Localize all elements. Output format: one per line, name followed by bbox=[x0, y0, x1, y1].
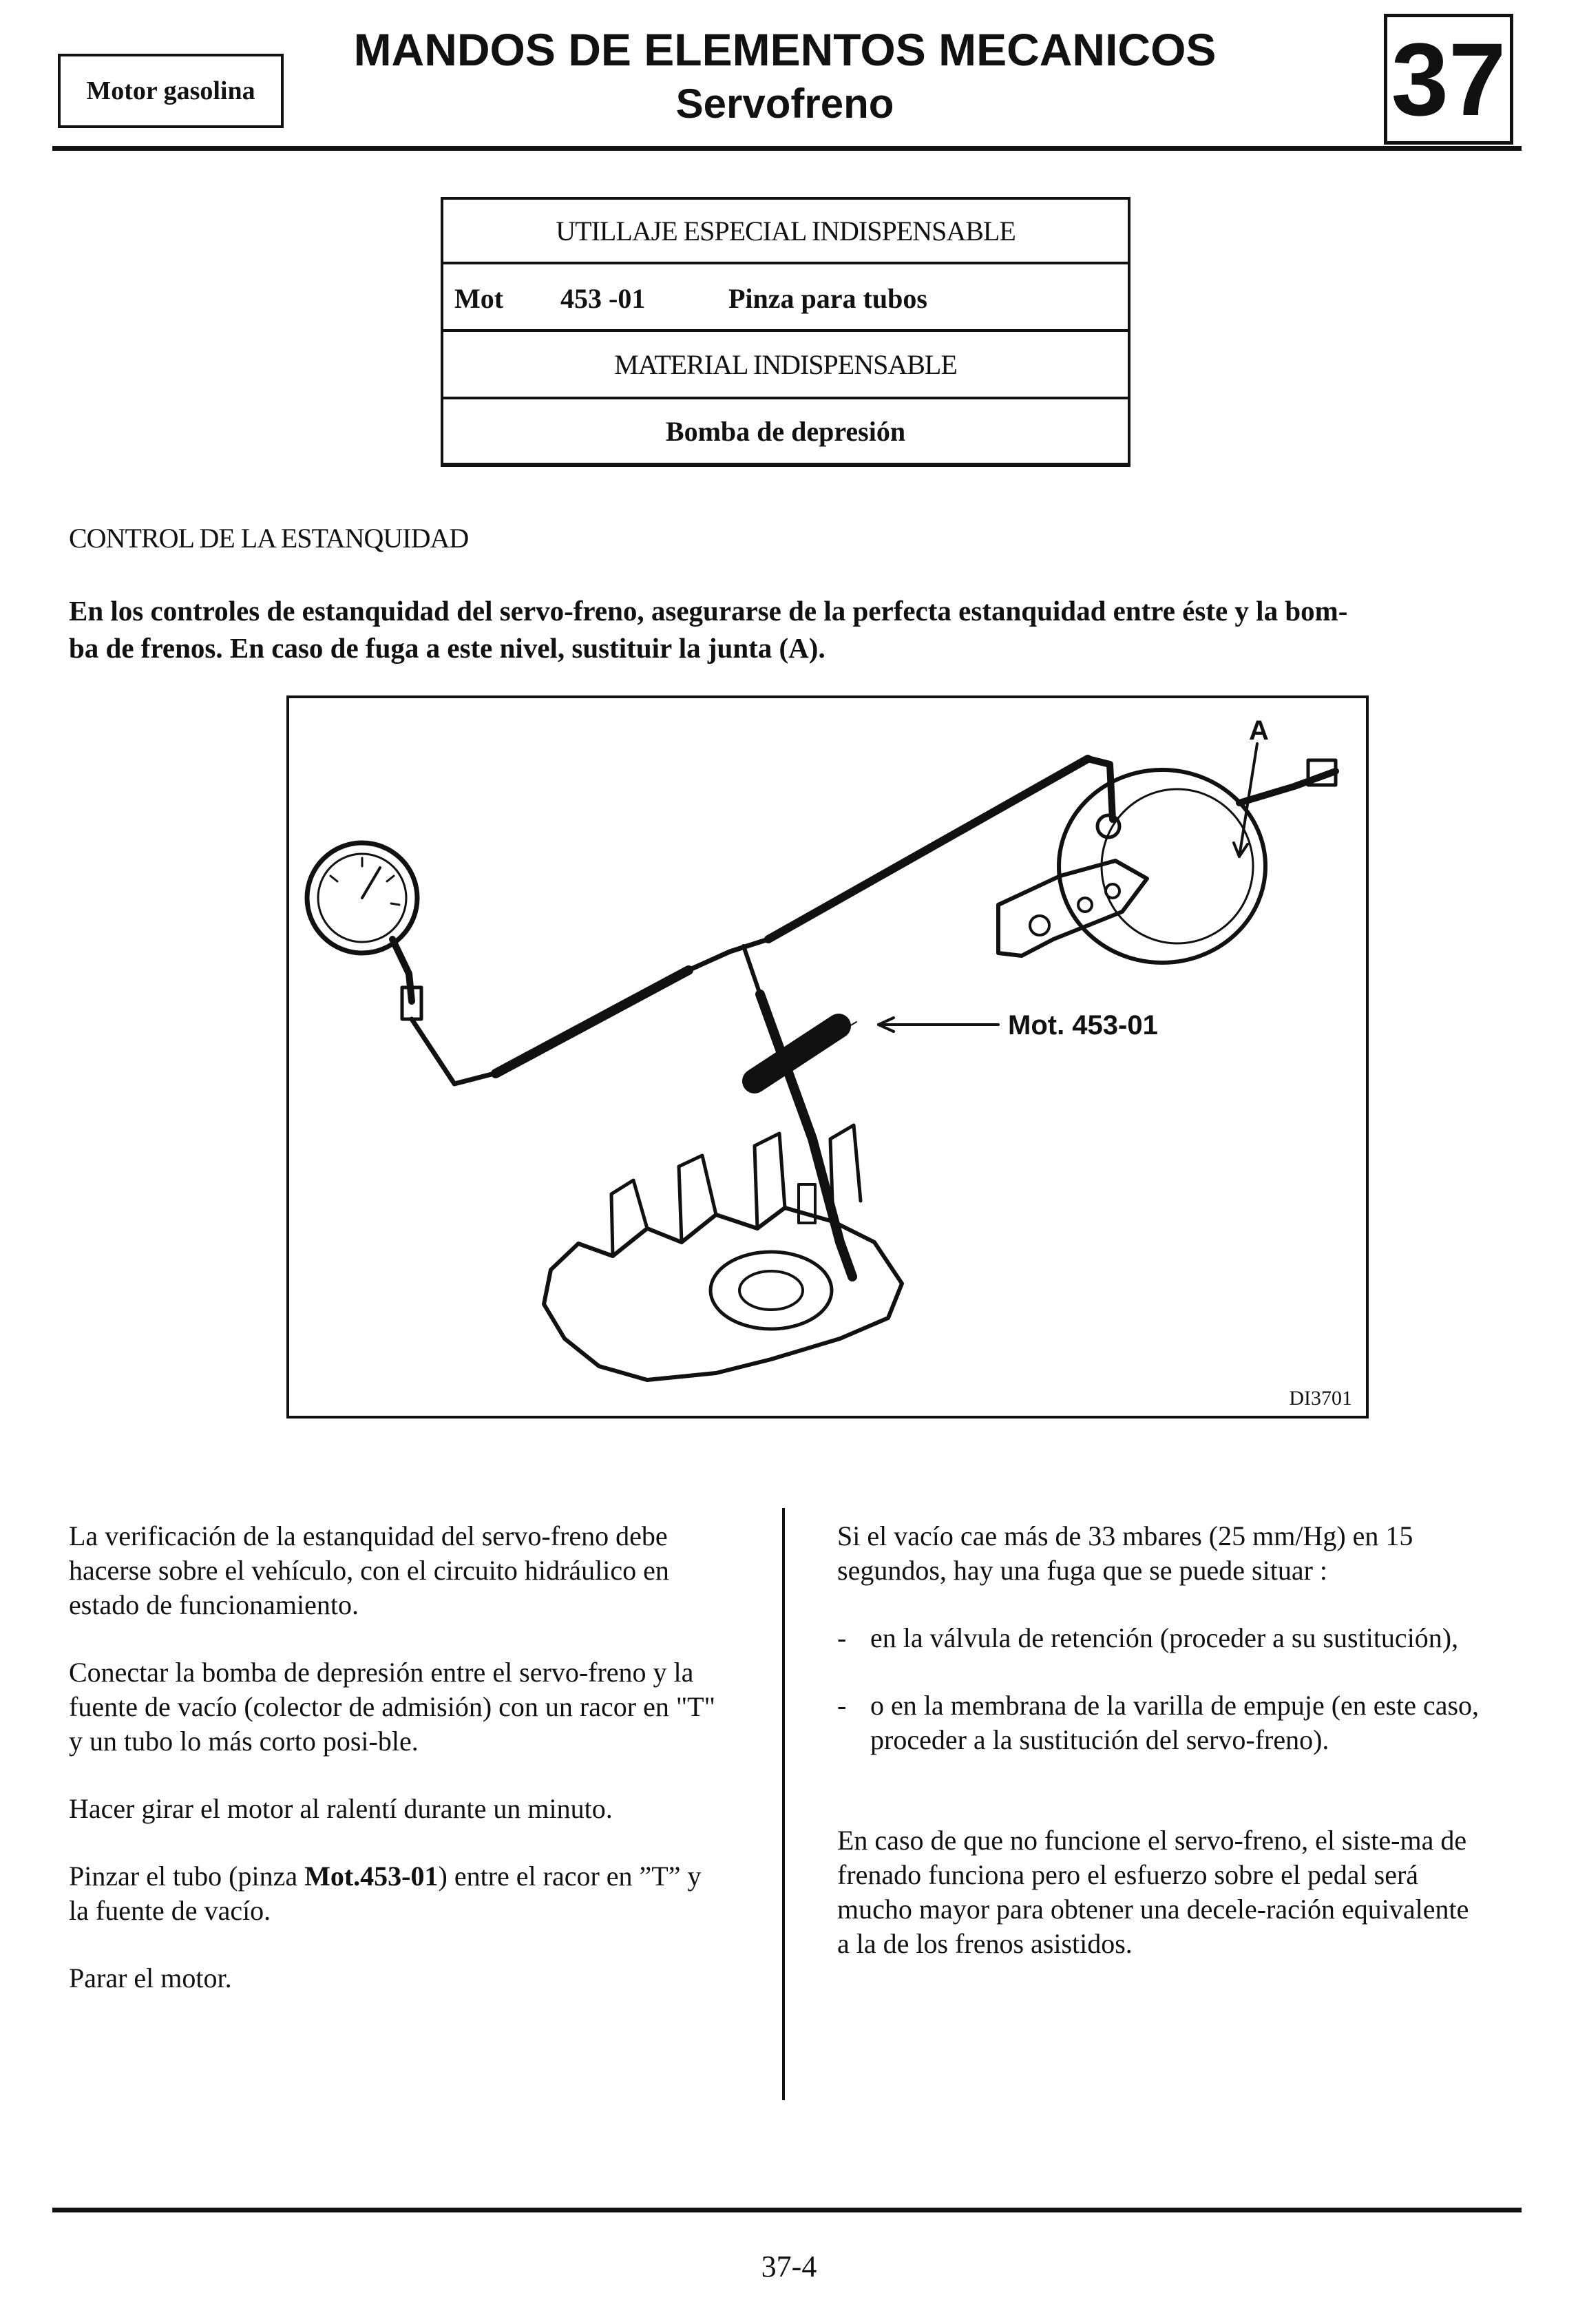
right-column bbox=[837, 1519, 1484, 1994]
chapter-number: 37 bbox=[1391, 21, 1506, 137]
page-title: MANDOS DE ELEMENTOS MECANICOS bbox=[353, 24, 1217, 75]
section-label-box bbox=[58, 54, 284, 128]
figure-reference: DI3701 bbox=[1289, 1387, 1352, 1410]
tool-reference: Mot.453-01 bbox=[304, 1861, 439, 1892]
servo-brake-icon bbox=[998, 760, 1336, 963]
tool-callout-label: Mot. 453-01 bbox=[1008, 1010, 1158, 1040]
header-divider bbox=[52, 146, 1522, 151]
material-item-row bbox=[441, 399, 1130, 467]
section-heading: CONTROL DE LA ESTANQUIDAD bbox=[69, 523, 469, 554]
tool-prefix: Mot bbox=[454, 283, 504, 314]
tool-name: Pinza para tubos bbox=[728, 283, 927, 314]
special-tools-heading: UTILLAJE ESPECIAL INDISPENSABLE bbox=[556, 215, 1016, 247]
tools-table bbox=[441, 197, 1130, 467]
left-paragraph-4 bbox=[69, 1859, 716, 1928]
technical-illustration bbox=[286, 695, 1369, 1419]
chapter-number-box bbox=[1384, 14, 1513, 145]
left-paragraph-3: Hacer girar el motor al ralentí durante un minuto. bbox=[69, 1793, 613, 1824]
left-paragraph-5: Parar el motor. bbox=[69, 1962, 232, 1993]
left-paragraph-4-start: Pinzar el tubo (pinza bbox=[69, 1861, 305, 1892]
special-tools-heading-row bbox=[441, 197, 1130, 264]
right-paragraph-2: En caso de que no funcione el servo-freno, el siste-ma de frenado funciona pero el esfuerzo sobre el pedal será mucho mayor para obtener una decele-ración equivalente a la de los frenos asistidos. bbox=[837, 1825, 1469, 1959]
tool-number: 453 -01 bbox=[560, 283, 646, 314]
intro-line-2: ba de frenos. En caso de fuga a este nivel, sustituir la junta (A). bbox=[69, 632, 825, 664]
bullet-item bbox=[837, 1688, 1484, 1757]
intro-paragraph bbox=[69, 592, 1473, 667]
material-heading: MATERIAL INDISPENSABLE bbox=[614, 348, 957, 380]
page-number: 37-4 bbox=[761, 2250, 817, 2283]
column-divider bbox=[782, 1508, 785, 2100]
intro-line-1: En los controles de estanquidad del servo-freno, asegurarse de la perfecta estanquidad entre éste y la bom- bbox=[69, 595, 1348, 627]
material-heading-row bbox=[441, 332, 1130, 399]
tool-row bbox=[441, 264, 1130, 332]
left-column bbox=[69, 1519, 716, 2029]
bullet-item bbox=[837, 1621, 1484, 1655]
right-paragraph-1: Si el vacío cae más de 33 mbares (25 mm/Hg) en 15 segundos, hay una fuga que se puede situar : bbox=[837, 1520, 1413, 1586]
page-subtitle: Servofreno bbox=[675, 81, 894, 127]
left-paragraph-2: Conectar la bomba de depresión entre el servo-freno y la fuente de vacío (colector de admisión) con un racor en "T" y un tubo lo más corto posi-ble. bbox=[69, 1657, 715, 1757]
vacuum-test-diagram bbox=[289, 698, 1366, 1416]
section-label: Motor gasolina bbox=[86, 76, 255, 105]
left-paragraph-4-end: ) entre el racor en ”T” y la fuente de vacío. bbox=[69, 1861, 702, 1926]
bullet-marker: - bbox=[837, 1690, 847, 1721]
bullet-text-1: en la válvula de retención (proceder a su sustitución), bbox=[870, 1622, 1459, 1653]
vacuum-gauge-icon bbox=[307, 843, 421, 1019]
left-paragraph-1: La verificación de la estanquidad del servo-freno debe hacerse sobre el vehículo, con el circuito hidráulico en estado de funcionamiento. bbox=[69, 1520, 669, 1620]
label-a: A bbox=[1249, 715, 1269, 746]
bullet-marker: - bbox=[837, 1622, 847, 1653]
bullet-text-2: o en la membrana de la varilla de empuje (en este caso, proceder a la sustitución del servo-freno). bbox=[870, 1690, 1480, 1755]
footer-divider bbox=[52, 2208, 1522, 2212]
material-item: Bomba de depresión bbox=[665, 415, 906, 447]
